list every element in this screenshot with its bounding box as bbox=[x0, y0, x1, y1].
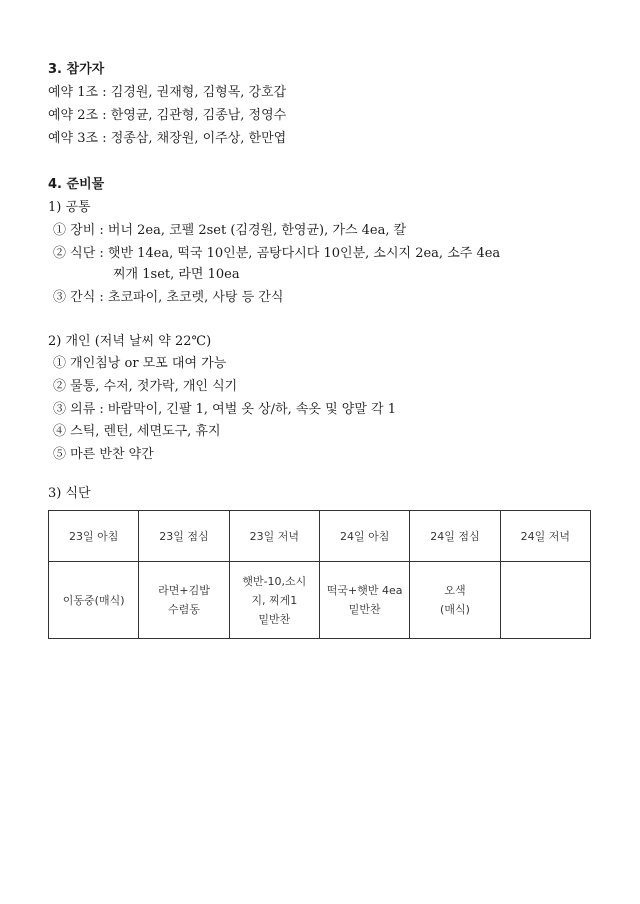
table-cell: 오색 (매식) bbox=[410, 562, 500, 639]
common-item-1: ① 장비 : 버너 2ea, 코펠 2set (김경원, 한영균), 가스 4ea, 칼 bbox=[53, 223, 407, 238]
personal-item-3: ③ 의류 : 바람막이, 긴팔 1, 여벌 옷 상/하, 속옷 및 양말 각 1 bbox=[53, 402, 397, 417]
group-3-row: 예약 3조 : 정종삼, 채장원, 이주상, 한만엽 bbox=[48, 131, 287, 146]
common-item-2: ② 식단 : 햇반 14ea, 떡국 10인분, 곰탕다시다 10인분, 소시지 2ea, 소주 4ea bbox=[53, 246, 501, 261]
group-label: 예약 2조 bbox=[48, 108, 99, 123]
common-title: 1) 공통 bbox=[48, 200, 91, 215]
group-label: 예약 1조 bbox=[48, 85, 99, 100]
group-members: 정종삼, 채장원, 이주상, 한만엽 bbox=[110, 131, 287, 146]
meals-title: 3) 식단 bbox=[48, 486, 91, 501]
common-item-2-continuation: 찌개 1set, 라면 10ea bbox=[113, 267, 240, 282]
column-header: 24일 저녁 bbox=[500, 511, 590, 562]
table-cell: 햇반-10,소시 지, 찌게1 밑반찬 bbox=[229, 562, 319, 639]
group-2-row: 예약 2조 : 한영균, 김관형, 김종남, 정영수 bbox=[48, 108, 287, 123]
supplies-heading: 4. 준비물 bbox=[48, 177, 105, 192]
common-item-3: ③ 간식 : 초코파이, 초코렛, 사탕 등 간식 bbox=[53, 290, 284, 305]
column-header: 24일 점심 bbox=[410, 511, 500, 562]
meal-plan-table bbox=[48, 510, 591, 639]
column-header: 23일 점심 bbox=[139, 511, 229, 562]
table-cell: 라면+김밥 수렴동 bbox=[139, 562, 229, 639]
personal-item-1: ① 개인침낭 or 모포 대여 가능 bbox=[53, 356, 227, 371]
table-header-row bbox=[49, 511, 591, 562]
table-cell-empty bbox=[500, 562, 590, 639]
participants-heading: 3. 참가자 bbox=[48, 62, 105, 77]
table-cell: 떡국+햇반 4ea 밑반찬 bbox=[319, 562, 409, 639]
group-members: 김경원, 권재형, 김형목, 강호갑 bbox=[110, 85, 287, 100]
group-1-row: 예약 1조 : 김경원, 권재형, 김형목, 강호갑 bbox=[48, 85, 287, 100]
table-cell: 이동중(매식) bbox=[49, 562, 139, 639]
table-row bbox=[49, 562, 591, 639]
personal-item-2: ② 물통, 수저, 젓가락, 개인 식기 bbox=[53, 379, 238, 394]
column-header: 23일 저녁 bbox=[229, 511, 319, 562]
column-header: 23일 아침 bbox=[49, 511, 139, 562]
personal-item-5: ⑤ 마른 반찬 약간 bbox=[53, 447, 154, 462]
column-header: 24일 아침 bbox=[319, 511, 409, 562]
group-members: 한영균, 김관형, 김종남, 정영수 bbox=[110, 108, 287, 123]
group-label: 예약 3조 bbox=[48, 131, 99, 146]
personal-item-4: ④ 스틱, 렌턴, 세면도구, 휴지 bbox=[53, 424, 221, 439]
personal-title: 2) 개인 (저녁 날씨 약 22℃) bbox=[48, 334, 212, 349]
